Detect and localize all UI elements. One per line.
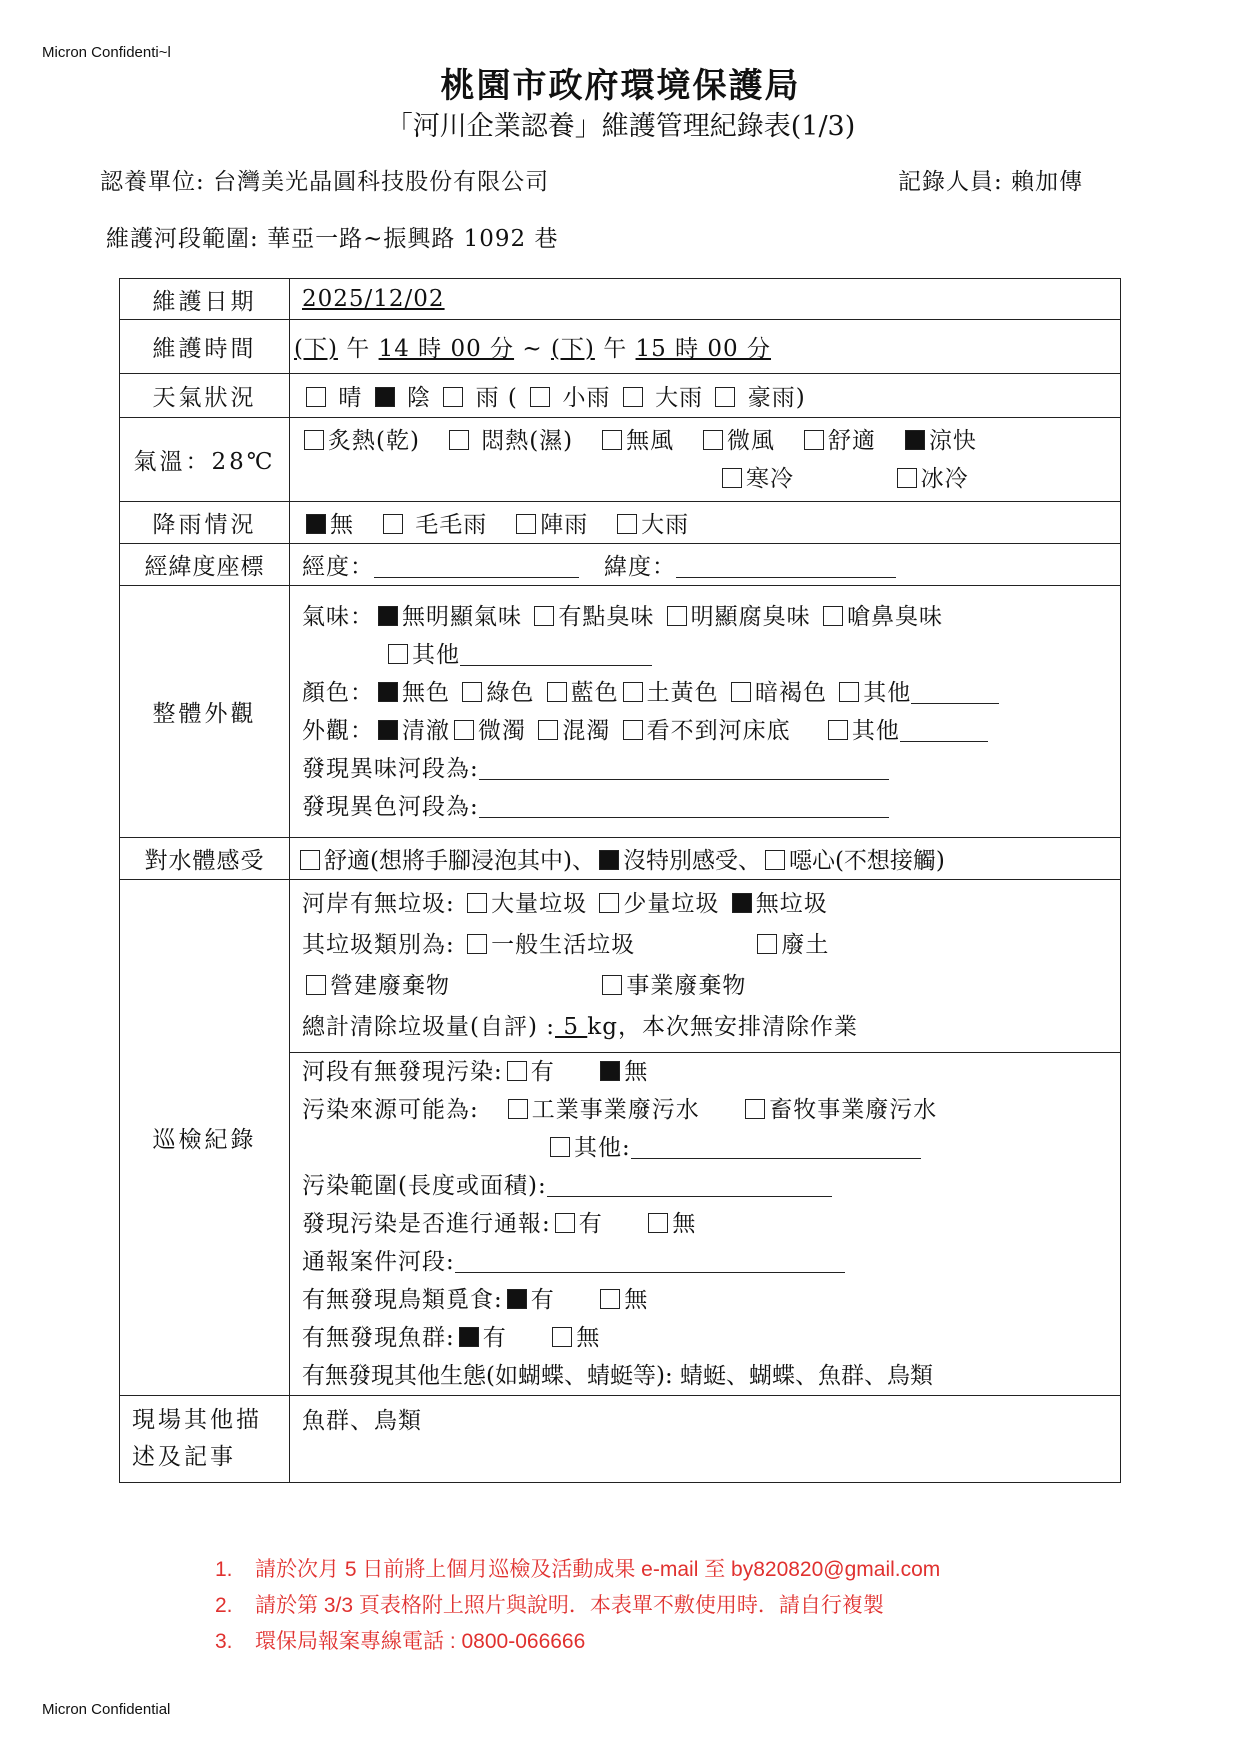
row-time — [120, 320, 1121, 374]
color-green-label: 綠色 — [486, 679, 535, 706]
appearance-label: 整體外觀 — [120, 586, 290, 838]
color-label: 顏色： — [302, 679, 374, 706]
temp-cool-checkbox[interactable] — [905, 430, 925, 450]
temp-freezing-checkbox[interactable] — [897, 468, 917, 488]
other-notes-value: 魚群、鳥類 — [302, 1408, 422, 1434]
odor-section-field[interactable] — [479, 755, 889, 780]
smell-rotten-checkbox[interactable] — [667, 606, 687, 626]
birds-no-label: 無 — [624, 1287, 649, 1313]
row-patrol-trash — [120, 880, 1121, 1053]
case-question: 通報案件河段: — [302, 1249, 455, 1275]
total-trash-note: kg，本次無安排清除作業 — [587, 1014, 858, 1040]
look-clear-label: 清澈 — [402, 717, 450, 744]
confidential-mark-bottom: Micron Confidential — [42, 1701, 171, 1718]
footnote-item — [215, 1624, 940, 1660]
adopter-value: 台灣美光晶圓科技股份有限公司 — [213, 169, 550, 195]
type-household-checkbox[interactable] — [467, 934, 487, 954]
case-field[interactable] — [455, 1248, 845, 1273]
fish-yes-checkbox[interactable] — [459, 1327, 479, 1347]
feeling-label: 對水體感受 — [120, 838, 290, 880]
rain-shower-label: 陣雨 — [540, 512, 589, 538]
time-label: 維護時間 — [120, 320, 290, 374]
report-yes-checkbox[interactable] — [555, 1213, 575, 1233]
look-no-riverbed-label: 看不到河床底 — [646, 717, 791, 744]
temp-no-wind-checkbox[interactable] — [602, 430, 622, 450]
rain-none-label: 無 — [330, 512, 354, 538]
total-trash-label: 總計清除垃圾量(自評) : — [302, 1014, 556, 1040]
feeling-nothing-checkbox[interactable] — [599, 850, 619, 870]
fish-yes-label: 有 — [482, 1325, 507, 1351]
weather-sunny-label: 晴 — [338, 385, 363, 411]
look-slightly-turbid-label: 微濁 — [478, 717, 526, 744]
temp-freezing-label: 冰冷 — [920, 465, 969, 492]
color-green-checkbox[interactable] — [462, 682, 482, 702]
rain-shower-checkbox[interactable] — [516, 514, 536, 534]
source-industrial-checkbox[interactable] — [508, 1099, 528, 1119]
temp-comfortable-checkbox[interactable] — [804, 430, 824, 450]
weather-storm-label: 豪雨) — [747, 385, 806, 411]
date-value: 2025/12/02 — [302, 286, 445, 312]
temp-cool-label: 涼快 — [928, 427, 977, 454]
trash-much-label: 大量垃圾 — [491, 891, 588, 917]
weather-light-rain-label: 小雨 — [562, 385, 611, 411]
weather-light-rain-checkbox[interactable] — [530, 387, 550, 407]
weather-heavy-rain-checkbox[interactable] — [623, 387, 643, 407]
color-blue-checkbox[interactable] — [547, 682, 567, 702]
rain-heavy-checkbox[interactable] — [617, 514, 637, 534]
weather-cloudy-checkbox[interactable] — [375, 387, 395, 407]
weather-heavy-rain-label: 大雨 — [655, 385, 704, 411]
look-clear-checkbox[interactable] — [378, 720, 398, 740]
other-notes-label: 現場其他描述及記事 — [120, 1396, 290, 1483]
row-temperature — [120, 418, 1121, 502]
color-yellow-checkbox[interactable] — [623, 682, 643, 702]
rainfall-cell — [290, 502, 1121, 544]
look-other-field[interactable] — [900, 717, 988, 742]
temp-humid-checkbox[interactable] — [449, 430, 469, 450]
smell-other-label: 其他 — [412, 641, 460, 668]
footnotes — [215, 1552, 940, 1660]
smell-pungent-label: 嗆鼻臭味 — [846, 603, 943, 630]
color-none-label: 無色 — [402, 679, 450, 706]
temp-hot-dry-checkbox[interactable] — [304, 430, 324, 450]
section-label: 維護河段範圍: — [106, 226, 259, 252]
source-industrial-label: 工業事業廢污水 — [531, 1097, 700, 1123]
color-section-field[interactable] — [479, 793, 889, 818]
footnote-item — [215, 1588, 940, 1624]
feeling-disgust-label: 噁心(不想接觸) — [788, 848, 945, 874]
fish-question: 有無發現魚群: — [302, 1325, 455, 1351]
patrol-pollution-cell — [290, 1053, 1121, 1396]
coordinates-label: 經緯度座標 — [120, 544, 290, 586]
temp-breeze-checkbox[interactable] — [703, 430, 723, 450]
feeling-nothing-label: 沒特別感受、 — [622, 848, 761, 874]
latitude-field[interactable] — [676, 553, 896, 578]
end-noon: 午 — [603, 336, 628, 362]
look-other-label: 其他 — [851, 717, 900, 744]
recorder-label: 記錄人員: — [898, 169, 1003, 195]
footnote-text: 請於次月 5 日前將上個月巡檢及活動成果 e-mail 至 by820820@gmail.com — [255, 1558, 941, 1581]
row-date — [120, 279, 1121, 320]
document-subtitle: 「河川企業認養」維護管理紀錄表(1/3) — [385, 111, 856, 142]
adopter-line — [100, 163, 549, 196]
smell-label: 氣味： — [302, 603, 374, 630]
smell-other-field[interactable] — [460, 641, 652, 666]
weather-cloudy-label: 陰 — [406, 385, 431, 411]
feeling-disgust-checkbox[interactable] — [765, 850, 785, 870]
type-soil-checkbox[interactable] — [757, 934, 777, 954]
look-turbid-label: 混濁 — [562, 717, 611, 744]
feeling-comfortable-label: 舒適(想將手腳浸泡其中)、 — [324, 848, 595, 874]
date-cell — [290, 279, 1121, 320]
type-soil-label: 廢土 — [781, 932, 830, 958]
footnote-text: 環保局報案專線電話 : 0800-066666 — [255, 1630, 586, 1653]
weather-rain-label: 雨 ( — [475, 385, 518, 411]
weather-rain-checkbox[interactable] — [443, 387, 463, 407]
look-no-riverbed-checkbox[interactable] — [623, 720, 643, 740]
temp-no-wind-label: 無風 — [626, 427, 675, 454]
adopter-label: 認養單位: — [100, 169, 205, 195]
color-other-label: 其他 — [863, 679, 912, 706]
temp-breeze-label: 微風 — [727, 427, 776, 454]
trash-question: 河岸有無垃圾: — [302, 891, 455, 917]
footnote-item — [215, 1552, 940, 1588]
report-question: 發現污染是否進行通報: — [302, 1211, 551, 1237]
document-title: 桃園市政府環境保護局 — [440, 66, 801, 106]
time-cell — [290, 320, 1121, 374]
section-value: 華亞一路~振興路 1092 巷 — [267, 226, 559, 252]
smell-other-checkbox[interactable] — [388, 644, 408, 664]
recorder-value: 賴加傳 — [1011, 169, 1084, 195]
patrol-label: 巡檢紀錄 — [120, 880, 290, 1396]
source-other-label: 其他: — [574, 1135, 631, 1161]
row-other-notes — [120, 1396, 1121, 1483]
coordinates-cell — [290, 544, 1121, 586]
type-household-label: 一般生活垃圾 — [491, 932, 636, 958]
range-field[interactable] — [547, 1172, 832, 1197]
total-trash-value: 5 — [555, 1014, 588, 1040]
temperature-cell — [290, 418, 1121, 502]
smell-slight-checkbox[interactable] — [534, 606, 554, 626]
color-brown-label: 暗褐色 — [754, 679, 827, 706]
temp-hot-dry-label: 炙熱(乾) — [328, 427, 420, 454]
color-section-label: 發現異色河段為: — [302, 793, 479, 820]
smell-none-checkbox[interactable] — [378, 606, 398, 626]
report-no-checkbox[interactable] — [648, 1213, 668, 1233]
smell-rotten-label: 明顯腐臭味 — [690, 603, 811, 630]
color-other-field[interactable] — [911, 679, 999, 704]
pollution-question: 河段有無發現污染: — [302, 1059, 503, 1085]
row-coordinates — [120, 544, 1121, 586]
pollution-yes-label: 有 — [530, 1059, 555, 1085]
weather-cell — [290, 374, 1121, 418]
rainfall-label: 降雨情況 — [120, 502, 290, 544]
rain-drizzle-label: 毛毛雨 — [415, 512, 488, 538]
longitude-label: 經度： — [302, 554, 374, 580]
temp-cold-checkbox[interactable] — [722, 468, 742, 488]
trash-much-checkbox[interactable] — [467, 893, 487, 913]
look-slightly-turbid-checkbox[interactable] — [454, 720, 474, 740]
type-industrial-checkbox[interactable] — [602, 975, 622, 995]
source-other-checkbox[interactable] — [550, 1137, 570, 1157]
footnote-number: 3. — [215, 1630, 233, 1653]
end-time: 15 時 00 分 — [635, 336, 771, 362]
rain-drizzle-checkbox[interactable] — [383, 514, 403, 534]
trash-none-checkbox[interactable] — [732, 893, 752, 913]
source-other-field[interactable] — [631, 1134, 921, 1159]
temp-comfortable-label: 舒適 — [827, 427, 876, 454]
temp-cold-label: 寒冷 — [746, 465, 794, 492]
end-ampm: (下) — [550, 336, 595, 362]
pollution-yes-checkbox[interactable] — [507, 1061, 527, 1081]
row-weather — [120, 374, 1121, 418]
date-label: 維護日期 — [120, 279, 290, 320]
type-industrial-label: 事業廢棄物 — [626, 973, 747, 999]
row-appearance — [120, 586, 1121, 838]
look-other-checkbox[interactable] — [828, 720, 848, 740]
eco-question: 有無發現其他生態(如蝴蝶、蜻蜓等): — [302, 1363, 673, 1389]
row-feeling — [120, 838, 1121, 880]
source-livestock-label: 畜牧事業廢污水 — [769, 1097, 938, 1123]
look-turbid-checkbox[interactable] — [538, 720, 558, 740]
footnote-number: 2. — [215, 1594, 233, 1617]
appearance-cell — [290, 586, 1121, 838]
rain-none-checkbox[interactable] — [306, 514, 326, 534]
section-line — [106, 220, 559, 253]
feeling-comfortable-checkbox[interactable] — [300, 850, 320, 870]
weather-sunny-checkbox[interactable] — [306, 387, 326, 407]
recorder-line — [898, 163, 1083, 196]
smell-pungent-checkbox[interactable] — [823, 606, 843, 626]
type-construction-checkbox[interactable] — [306, 975, 326, 995]
smell-slight-label: 有點臭味 — [558, 603, 655, 630]
longitude-field[interactable] — [374, 553, 579, 578]
start-ampm: (下) — [294, 336, 338, 362]
feeling-cell — [290, 838, 1121, 880]
birds-question: 有無發現鳥類覓食: — [302, 1287, 503, 1313]
trash-little-checkbox[interactable] — [599, 893, 619, 913]
pollution-no-label: 無 — [624, 1059, 649, 1085]
fish-no-checkbox[interactable] — [552, 1327, 572, 1347]
row-rainfall — [120, 502, 1121, 544]
other-notes-cell — [290, 1396, 1121, 1483]
color-other-checkbox[interactable] — [839, 682, 859, 702]
pollution-no-checkbox[interactable] — [600, 1061, 620, 1081]
color-blue-label: 藍色 — [570, 679, 619, 706]
time-separator: ~ — [522, 336, 543, 362]
report-yes-label: 有 — [578, 1211, 603, 1237]
color-yellow-label: 土黃色 — [646, 679, 719, 706]
birds-yes-label: 有 — [530, 1287, 555, 1313]
confidential-mark-top: Micron Confidenti~l — [42, 44, 171, 61]
range-question: 污染範圍(長度或面積): — [302, 1173, 547, 1199]
trash-type-question: 其垃圾類別為: — [302, 932, 455, 958]
eco-answer: 蜻蜓、蝴蝶、魚群、鳥類 — [680, 1363, 934, 1389]
start-time: 14 時 00 分 — [378, 336, 515, 362]
temperature-label: 氣溫：28℃ — [120, 418, 290, 502]
footnote-number: 1. — [215, 1558, 233, 1581]
footnote-text: 請於第 3/3 頁表格附上照片與說明．本表單不敷使用時．請自行複製 — [255, 1594, 884, 1617]
trash-little-label: 少量垃圾 — [623, 891, 720, 917]
birds-no-checkbox[interactable] — [600, 1289, 620, 1309]
color-none-checkbox[interactable] — [378, 682, 398, 702]
start-noon: 午 — [346, 336, 371, 362]
type-construction-label: 營建廢棄物 — [330, 973, 450, 999]
trash-none-label: 無垃圾 — [755, 891, 828, 917]
maintenance-record-table — [119, 278, 1121, 1483]
odor-section-label: 發現異味河段為: — [302, 755, 479, 782]
patrol-trash-cell — [290, 880, 1121, 1053]
color-brown-checkbox[interactable] — [731, 682, 751, 702]
weather-label: 天氣狀況 — [120, 374, 290, 418]
fish-no-label: 無 — [576, 1325, 601, 1351]
source-question: 污染來源可能為: — [302, 1097, 479, 1123]
look-label: 外觀： — [302, 717, 374, 744]
temp-humid-label: 悶熱(濕) — [481, 427, 574, 454]
weather-storm-checkbox[interactable] — [715, 387, 735, 407]
report-no-label: 無 — [672, 1211, 697, 1237]
smell-none-label: 無明顯氣味 — [402, 603, 522, 630]
latitude-label: 緯度： — [603, 554, 676, 580]
birds-yes-checkbox[interactable] — [507, 1289, 527, 1309]
rain-heavy-label: 大雨 — [641, 512, 690, 538]
source-livestock-checkbox[interactable] — [745, 1099, 765, 1119]
